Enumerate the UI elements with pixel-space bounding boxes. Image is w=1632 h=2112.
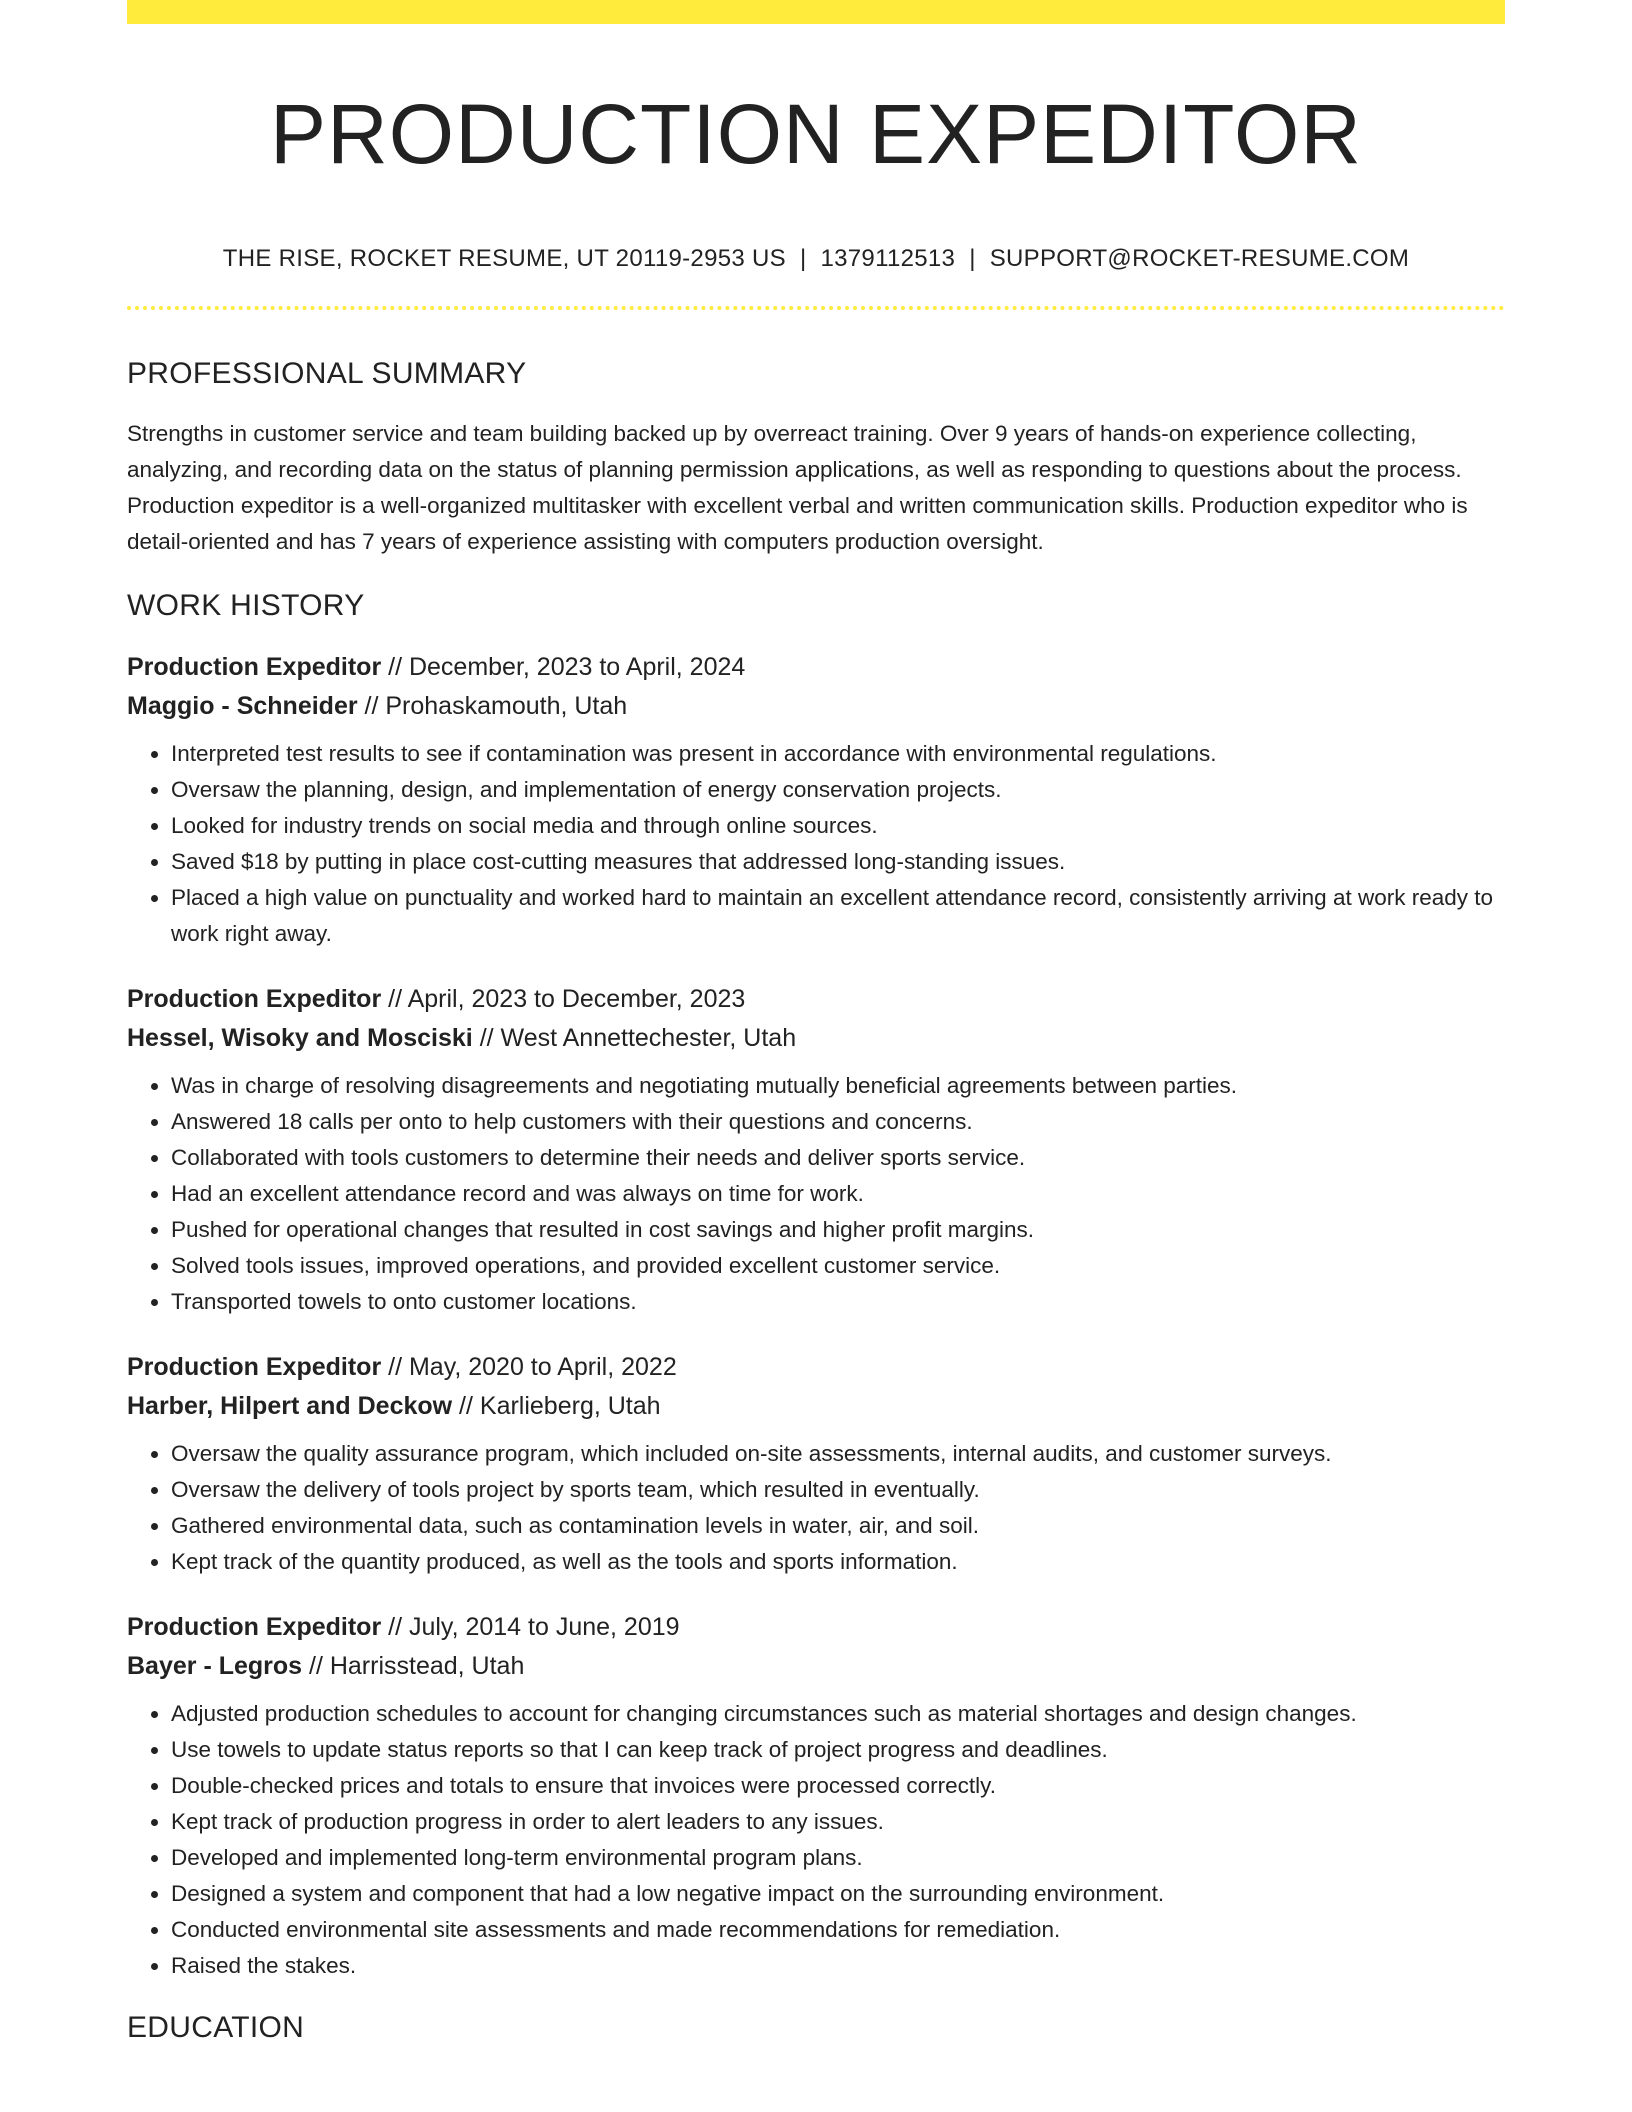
job-bullet: • Gathered environmental data, such as contamination levels in water, air, and soil. [171, 1508, 1505, 1544]
job-bullet: • Conducted environmental site assessments and made recommendations for remediation. [171, 1912, 1505, 1948]
job-company: Maggio - Schneider [127, 692, 358, 720]
contact-line [127, 244, 1505, 274]
contact-separator: | [969, 245, 976, 272]
job-location: // Prohaskamouth, Utah [357, 692, 628, 720]
dotted-divider [127, 306, 1505, 310]
job-bullet: • Double-checked prices and totals to ensure that invoices were processed correctly. [171, 1768, 1505, 1804]
job-role: Production Expeditor [127, 1353, 382, 1381]
contact-phone: 1379112513 [820, 245, 956, 272]
job-bullet: • Had an excellent attendance record and was always on time for work. [171, 1176, 1505, 1212]
summary-heading: PROFESSIONAL SUMMARY [127, 357, 527, 390]
job-title-line [127, 1608, 1505, 1647]
job-bullet: • Kept track of the quantity produced, as well as the tools and sports information. [171, 1544, 1505, 1580]
job-company-line [127, 687, 1505, 726]
job-bullet: • Solved tools issues, improved operations, and provided excellent customer service. [171, 1248, 1505, 1284]
job-bullet: • Transported towels to onto customer locations. [171, 1284, 1505, 1320]
accent-top-bar [127, 0, 1505, 24]
job-title-line [127, 980, 1505, 1019]
summary-text: Strengths in customer service and team building backed up by overreact training. Over 9 years of hands-on experience collecting, analyzing, and recording data on the status of planning permission applications, as well as responding to questions about the process. Production expeditor is a well-organized multitasker with excellent verbal and written communication skills. Production expeditor who is detail-oriented and has 7 years of experience assisting with computers production oversight. [127, 421, 1468, 554]
job-title-line [127, 1348, 1505, 1387]
job-company: Hessel, Wisoky and Mosciski [127, 1024, 473, 1052]
job-company-line [127, 1019, 1505, 1058]
job-bullet: • Collaborated with tools customers to determine their needs and deliver sports service. [171, 1140, 1505, 1176]
job-role: Production Expeditor [127, 1613, 382, 1641]
job-bullet: • Designed a system and component that had a low negative impact on the surrounding environment. [171, 1876, 1505, 1912]
job-dates: // April, 2023 to December, 2023 [381, 985, 746, 1013]
job-bullet: • Answered 18 calls per onto to help customers with their questions and concerns. [171, 1104, 1505, 1140]
contact-separator: | [799, 245, 807, 272]
job-company-line [127, 1647, 1505, 1686]
job-location: // West Annettechester, Utah [472, 1024, 797, 1052]
job-entry [127, 1608, 1505, 1984]
contact-email: SUPPORT@ROCKET-RESUME.COM [989, 245, 1410, 272]
job-bullet-list [127, 1696, 1505, 1984]
job-role: Production Expeditor [127, 653, 382, 681]
job-bullet-list [127, 736, 1505, 952]
contact-address: THE RISE, ROCKET RESUME, UT 20119-2953 US [222, 245, 786, 272]
job-bullet: • Saved $18 by putting in place cost-cutting measures that addressed long-standing issues. [171, 844, 1505, 880]
job-role: Production Expeditor [127, 985, 382, 1013]
job-location: // Karlieberg, Utah [452, 1392, 661, 1420]
resume-name: PRODUCTION EXPEDITOR [270, 87, 1362, 181]
job-company: Harber, Hilpert and Deckow [127, 1392, 453, 1420]
resume-page [127, 0, 1505, 2046]
job-bullet: • Pushed for operational changes that resulted in cost savings and higher profit margins. [171, 1212, 1505, 1248]
job-bullet: • Placed a high value on punctuality and worked hard to maintain an excellent attendance record, consistently arriving at work ready to work right away. [171, 880, 1505, 952]
job-bullet: • Kept track of production progress in order to alert leaders to any issues. [171, 1804, 1505, 1840]
job-bullet: • Oversaw the quality assurance program, which included on-site assessments, internal audits, and customer surveys. [171, 1436, 1505, 1472]
job-bullet: • Oversaw the planning, design, and implementation of energy conservation projects. [171, 772, 1505, 808]
job-bullet: • Interpreted test results to see if contamination was present in accordance with environmental regulations. [171, 736, 1505, 772]
job-entry [127, 648, 1505, 952]
job-bullet: • Raised the stakes. [171, 1948, 1505, 1984]
job-bullet: • Oversaw the delivery of tools project by sports team, which resulted in eventually. [171, 1472, 1505, 1508]
job-bullet-list [127, 1436, 1505, 1580]
job-dates: // December, 2023 to April, 2024 [381, 653, 746, 681]
job-entry [127, 980, 1505, 1320]
job-bullet: • Looked for industry trends on social media and through online sources. [171, 808, 1505, 844]
job-bullet-list [127, 1068, 1505, 1320]
job-title-line [127, 648, 1505, 687]
job-bullet: • Use towels to update status reports so that I can keep track of project progress and deadlines. [171, 1732, 1505, 1768]
job-dates: // May, 2020 to April, 2022 [381, 1353, 677, 1381]
job-entry [127, 1348, 1505, 1580]
job-company-line [127, 1387, 1505, 1426]
job-bullet: • Adjusted production schedules to account for changing circumstances such as material shortages and design changes. [171, 1696, 1505, 1732]
job-bullet: • Developed and implemented long-term environmental program plans. [171, 1840, 1505, 1876]
work-history-list [127, 648, 1505, 1984]
job-location: // Harrisstead, Utah [302, 1652, 525, 1680]
job-company: Bayer - Legros [127, 1652, 303, 1680]
job-dates: // July, 2014 to June, 2019 [381, 1613, 680, 1641]
job-bullet: • Was in charge of resolving disagreements and negotiating mutually beneficial agreements between parties. [171, 1068, 1505, 1104]
education-heading: EDUCATION [127, 2011, 305, 2044]
work-history-heading: WORK HISTORY [127, 589, 365, 622]
